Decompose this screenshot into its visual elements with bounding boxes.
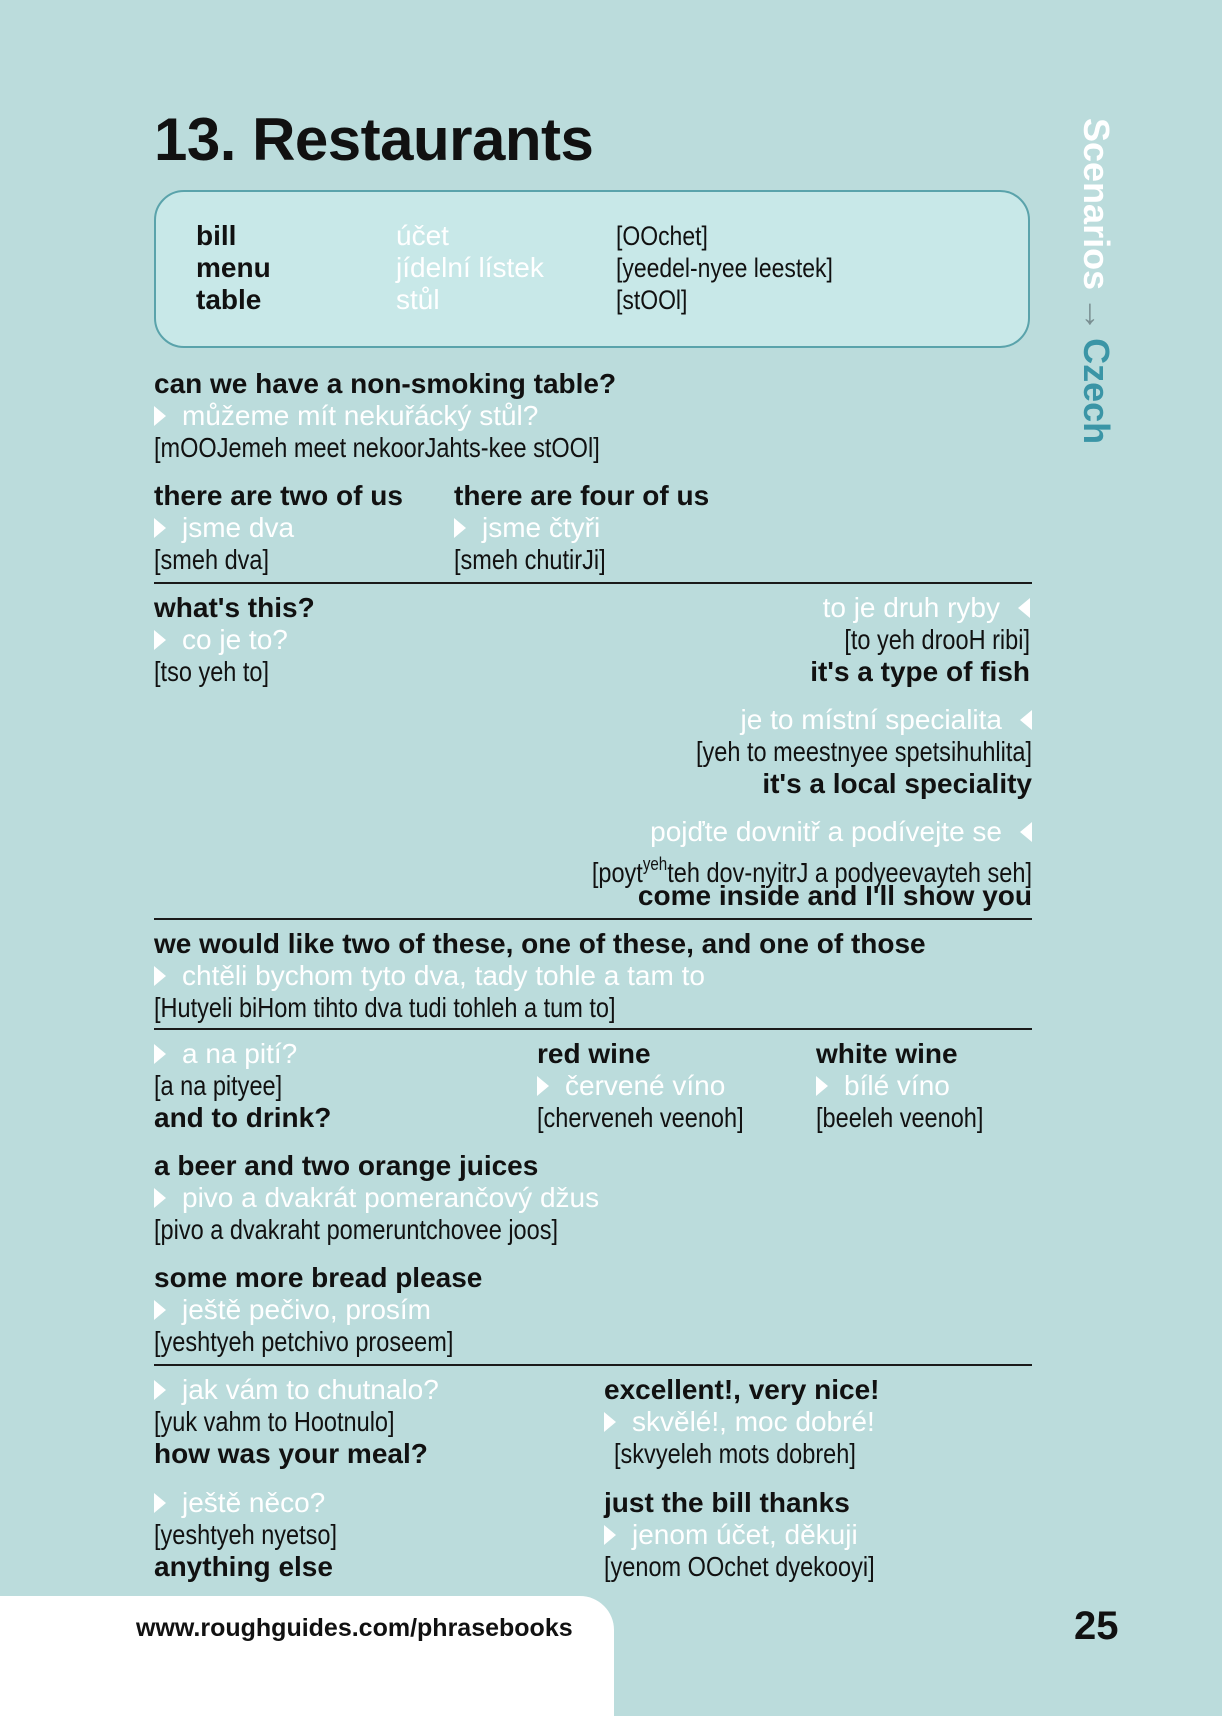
triangle-right-icon	[454, 518, 466, 538]
phrase-pronunciation: [yuk vahm to Hootnulo]	[154, 1406, 395, 1437]
phrase-english: excellent!, very nice!	[604, 1374, 880, 1405]
phrase-pronunciation: [cherveneh veenoh]	[537, 1102, 744, 1133]
phrase-czech: co je to?	[182, 624, 288, 655]
triangle-right-icon	[154, 1188, 166, 1208]
phrase-english: and to drink?	[154, 1102, 332, 1133]
triangle-right-icon	[816, 1076, 828, 1096]
phrase-czech: jsme dva	[182, 512, 295, 543]
phrase-just-bill	[604, 1487, 926, 1583]
phrase-whats-this	[154, 592, 315, 688]
phrase-pronunciation: [yeshtyeh nyetso]	[154, 1519, 338, 1550]
phrase-czech: chtěli bychom tyto dva, tady tohle a tam to	[182, 960, 705, 991]
triangle-right-icon	[154, 1493, 166, 1513]
vocab-czech: jídelní lístek	[396, 252, 544, 283]
response-come-inside	[508, 816, 1032, 912]
phrase-czech: skvělé!, moc dobré!	[632, 1406, 875, 1437]
phrase-four-of-us	[454, 480, 709, 576]
phrase-english: white wine	[816, 1038, 958, 1069]
triangle-left-icon	[1018, 598, 1030, 618]
phrase-english: there are four of us	[454, 480, 710, 511]
phrase-czech: bílé víno	[844, 1070, 950, 1101]
phrase-english: there are two of us	[154, 480, 403, 511]
response-czech: je to místní specialita	[740, 704, 1002, 735]
response-pronunciation: [yeh to meestnyee spetsihuhlita]	[695, 736, 1032, 767]
response-pronunciation: [to yeh drooH ribi]	[844, 624, 1030, 655]
triangle-right-icon	[154, 1300, 166, 1320]
side-tab-language: Czech	[1076, 338, 1117, 445]
response-type-of-fish	[809, 592, 1030, 688]
phrase-english: just the bill thanks	[604, 1487, 850, 1518]
vocab-box	[154, 190, 1030, 348]
triangle-left-icon	[1020, 822, 1032, 842]
response-english: come inside and I'll show you	[637, 880, 1032, 911]
phrase-pronunciation: [smeh dva]	[154, 544, 270, 575]
triangle-right-icon	[604, 1525, 616, 1545]
triangle-right-icon	[154, 1380, 166, 1400]
vocab-czech: účet	[396, 220, 449, 251]
triangle-right-icon	[154, 406, 166, 426]
footer-url-link[interactable]: www.roughguides.com/phrasebooks	[136, 1614, 573, 1642]
phrase-would-like	[154, 928, 926, 1024]
phrase-pronunciation: [skvyeleh mots dobreh]	[614, 1438, 856, 1469]
vocab-pronunciation: [OOchet]	[616, 221, 708, 251]
phrase-english: a beer and two orange juices	[154, 1150, 539, 1181]
phrase-white-wine	[816, 1038, 1015, 1134]
phrase-english: what's this?	[154, 592, 315, 623]
vocab-pronunciation: [yeedel-nyee leestek]	[616, 253, 833, 283]
triangle-right-icon	[154, 1044, 166, 1064]
phrase-pronunciation: [a na pityee]	[154, 1070, 283, 1101]
response-pronunciation: [poyt$^{yeh}$teh dov-nyitrJ a podyeevayteh seh]	[591, 854, 1032, 888]
phrase-czech: ještě pečivo, prosím	[182, 1294, 431, 1325]
response-czech: pojďte dovnitř a podívejte se	[650, 816, 1002, 847]
phrase-to-drink	[154, 1038, 331, 1134]
phrase-english: can we have a non-smoking table?	[154, 368, 617, 399]
phrase-more-bread	[154, 1262, 510, 1358]
response-english: it's a local speciality	[762, 768, 1032, 799]
divider	[154, 1364, 1032, 1366]
vocab-english: menu	[196, 252, 271, 283]
vocab-pronunciation: [stOOl]	[616, 285, 688, 315]
divider	[154, 582, 1032, 584]
triangle-right-icon	[154, 966, 166, 986]
phrase-excellent	[604, 1374, 902, 1470]
arrow-right-icon: →	[1076, 296, 1117, 333]
phrase-two-of-us	[154, 480, 403, 576]
response-local-speciality	[632, 704, 1032, 800]
phrase-beer-juices	[154, 1150, 635, 1246]
divider	[154, 1028, 1032, 1030]
divider	[154, 918, 1032, 920]
phrase-pronunciation: [yenom OOchet dyekooyi]	[604, 1551, 875, 1582]
phrase-czech: jenom účet, děkuji	[632, 1519, 858, 1550]
phrase-english: some more bread please	[154, 1262, 483, 1293]
phrase-czech: jsme čtyři	[482, 512, 601, 543]
phrase-czech: pivo a dvakrát pomerančový džus	[182, 1182, 600, 1213]
phrase-meal	[154, 1374, 440, 1470]
phrase-pronunciation: [yeshtyeh petchivo proseem]	[154, 1326, 454, 1357]
response-english: it's a type of fish	[810, 656, 1030, 687]
phrase-pronunciation: [pivo a dvakraht pomeruntchovee joos]	[154, 1214, 559, 1245]
phrase-red-wine	[537, 1038, 783, 1134]
phrase-pronunciation: [beeleh veenoh]	[816, 1102, 984, 1133]
triangle-right-icon	[154, 630, 166, 650]
phrase-pronunciation: [tso yeh to]	[154, 656, 270, 687]
phrase-english: we would like two of these, one of these, and one of those	[154, 928, 926, 959]
side-tab-section: Scenarios	[1076, 118, 1117, 291]
phrase-english: red wine	[537, 1038, 651, 1069]
triangle-right-icon	[604, 1412, 616, 1432]
page-title: 13. Restaurants	[154, 106, 594, 173]
phrase-czech: červené víno	[565, 1070, 726, 1101]
phrase-english: how was your meal?	[154, 1438, 428, 1469]
response-czech: to je druh ryby	[822, 592, 1000, 623]
phrase-czech: jak vám to chutnalo?	[182, 1374, 439, 1405]
phrase-nonsmoking	[154, 368, 685, 464]
section-side-tab	[1075, 118, 1131, 458]
phrase-english: anything else	[154, 1551, 333, 1582]
phrase-anything-else	[154, 1487, 372, 1583]
phrase-czech: ještě něco?	[182, 1487, 326, 1518]
triangle-right-icon	[537, 1076, 549, 1096]
phrase-czech: a na pití?	[182, 1038, 298, 1069]
page-number: 25	[1074, 1604, 1119, 1648]
vocab-english: bill	[196, 220, 237, 251]
phrase-czech: můžeme mít nekuřácký stůl?	[182, 400, 539, 431]
vocab-english: table	[196, 284, 262, 315]
phrase-pronunciation: [smeh chutirJi]	[454, 544, 606, 575]
phrase-pronunciation: [mOOJemeh meet nekoorJahts-kee stOOl]	[154, 432, 600, 463]
vocab-czech: stůl	[396, 284, 440, 315]
phrase-pronunciation: [Hutyeli biHom tihto dva tudi tohleh a tum to]	[154, 992, 616, 1023]
triangle-right-icon	[154, 518, 166, 538]
triangle-left-icon	[1020, 710, 1032, 730]
